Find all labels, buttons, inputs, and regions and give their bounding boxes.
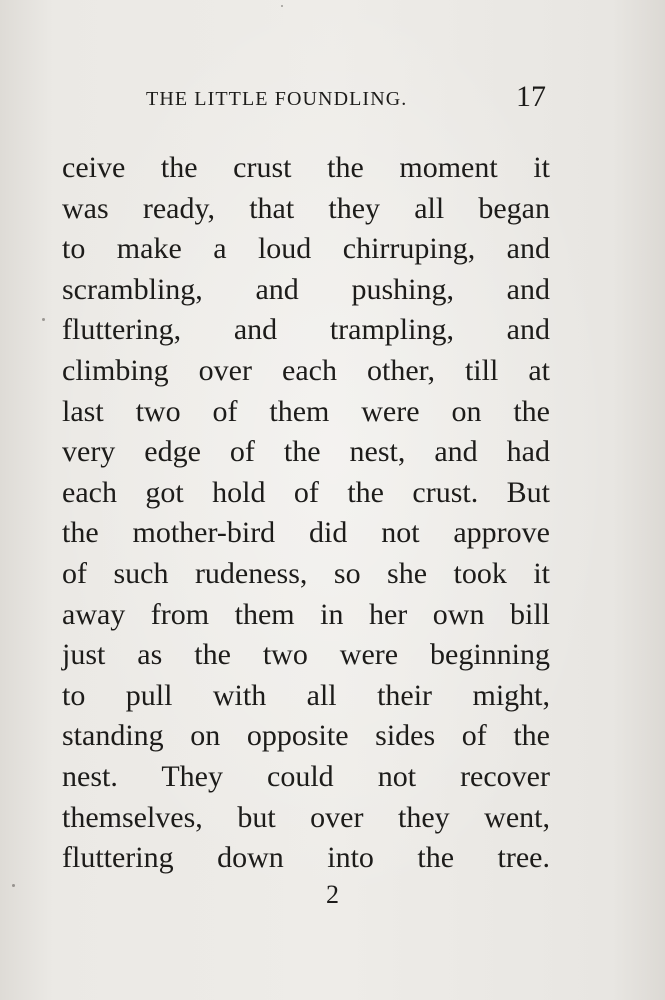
text-line: very edge of the nest, and had [62,435,550,469]
text-line: the mother-bird did not approve [62,516,550,550]
body-text [62,148,550,879]
text-line: to make a loud chirruping, and [62,232,550,266]
text-line: to pull with all their might, [62,678,550,712]
running-title: THE LITTLE FOUNDLING. [146,88,408,110]
text-line: of such rudeness, so she took it [62,556,550,590]
text-line: last two of them were on the [62,394,550,428]
text-line: scrambling, and pushing, and [62,272,550,306]
text-line: fluttering, and trampling, and [62,313,550,347]
signature-mark: 2 [326,880,339,909]
page-number: 17 [516,80,546,113]
page-header [146,80,546,116]
text-line: standing on opposite sides of the [62,719,550,753]
text-line: away from them in her own bill [62,597,550,631]
text-line: each got hold of the crust. But [62,475,550,509]
text-line: nest. They could not recover [62,759,550,793]
text-line: climbing over each other, till at [62,353,550,387]
text-line: themselves, but over they went, [62,800,550,834]
paper-speck [42,318,45,321]
paper-speck [281,5,283,7]
text-line: fluttering down into the tree. [62,841,550,875]
paper-speck [12,884,15,887]
text-line: ceive the crust the moment it [62,151,550,184]
text-line: just as the two were beginning [62,638,550,672]
text-line: was ready, that they all began [62,191,550,225]
